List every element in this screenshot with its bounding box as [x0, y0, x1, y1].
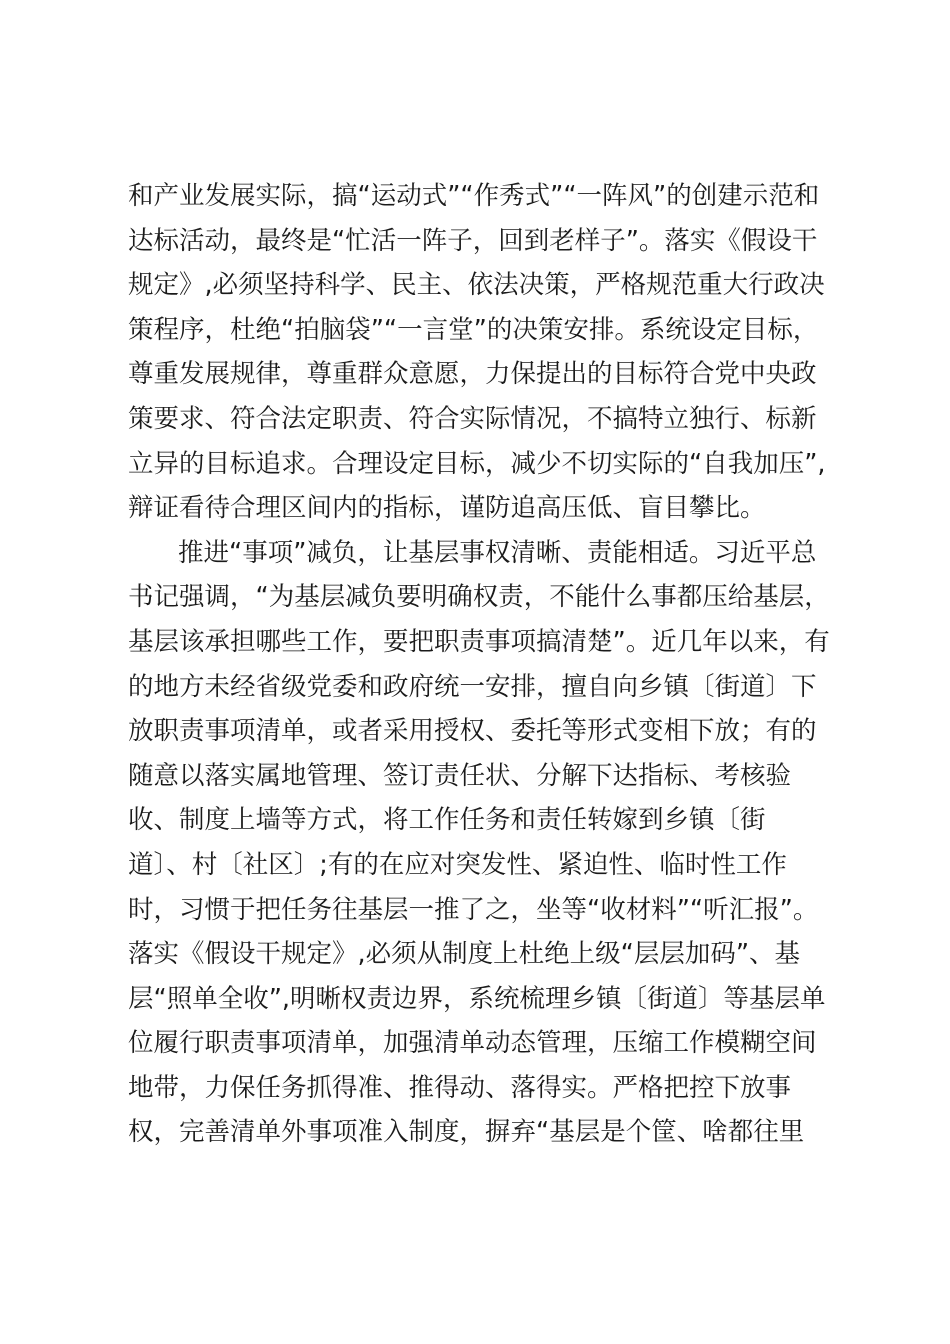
text-line: 时，习惯于把任务往基层一推了之，坐等“收材料”“听汇报”。	[128, 894, 819, 925]
text-line: 落实《假设干规定》,必须从制度上杜绝上级“层层加码”、基	[128, 939, 801, 970]
paragraph-1	[128, 174, 848, 531]
text-line: 推进“事项”减负，让基层事权清晰、责能相适。习近平总	[178, 537, 817, 568]
text-line: 放职责事项清单，或者采用授权、委托等形式变相下放；有的	[128, 716, 817, 747]
text-line: 位履行职责事项清单，加强清单动态管理，压缩工作模糊空间	[128, 1028, 817, 1059]
text-line: 层“照单全收”,明晰权责边界，系统梳理乡镇〔街道〕等基层单	[128, 983, 826, 1014]
text-line: 基层该承担哪些工作，要把职责事项搞清楚”。近几年以来，有	[128, 626, 830, 657]
text-line: 辩证看待合理区间内的指标，谨防追高压低、盲目攀比。	[128, 493, 766, 524]
text-line: 收、制度上墙等方式，将工作任务和责任转嫁到乡镇〔街	[128, 805, 766, 836]
text-line: 策要求、符合法定职责、符合实际情况，不搞特立独行、标新	[128, 403, 817, 434]
text-line: 策程序，杜绝“拍脑袋”“一言堂”的决策安排。系统设定目标，	[128, 314, 819, 345]
text-line: 地带，力保任务抓得准、推得动、落得实。严格把控下放事	[128, 1072, 792, 1103]
paragraph-2	[128, 531, 848, 1155]
text-line: 规定》,必须坚持科学、民主、依法决策，严格规范重大行政决	[128, 270, 825, 301]
text-line: 书记强调，“为基层减负要明确权责，不能什么事都压给基层，	[128, 582, 830, 613]
text-line: 的地方未经省级党委和政府统一安排，擅自向乡镇〔街道〕下	[128, 671, 817, 702]
text-line: 和产业发展实际，搞“运动式”“作秀式”“一阵风”的创建示范和	[128, 181, 820, 211]
document-body	[128, 174, 848, 1155]
text-line: 道〕、村〔社区〕;有的在应对突发性、紧迫性、临时性工作	[128, 849, 787, 880]
text-line: 随意以落实属地管理、签订责任状、分解下达指标、考核验	[128, 760, 792, 791]
text-line: 达标活动，最终是“忙活一阵子，回到老样子”。落实《假设干	[128, 225, 818, 256]
text-line: 立异的目标追求。合理设定目标，减少不切实际的“自我加压”,	[128, 448, 826, 479]
text-line: 尊重发展规律，尊重群众意愿，力保提出的目标符合党中央政	[128, 359, 817, 390]
text-line: 权，完善清单外事项准入制度，摒弃“基层是个筐、啥都往里	[128, 1117, 805, 1148]
